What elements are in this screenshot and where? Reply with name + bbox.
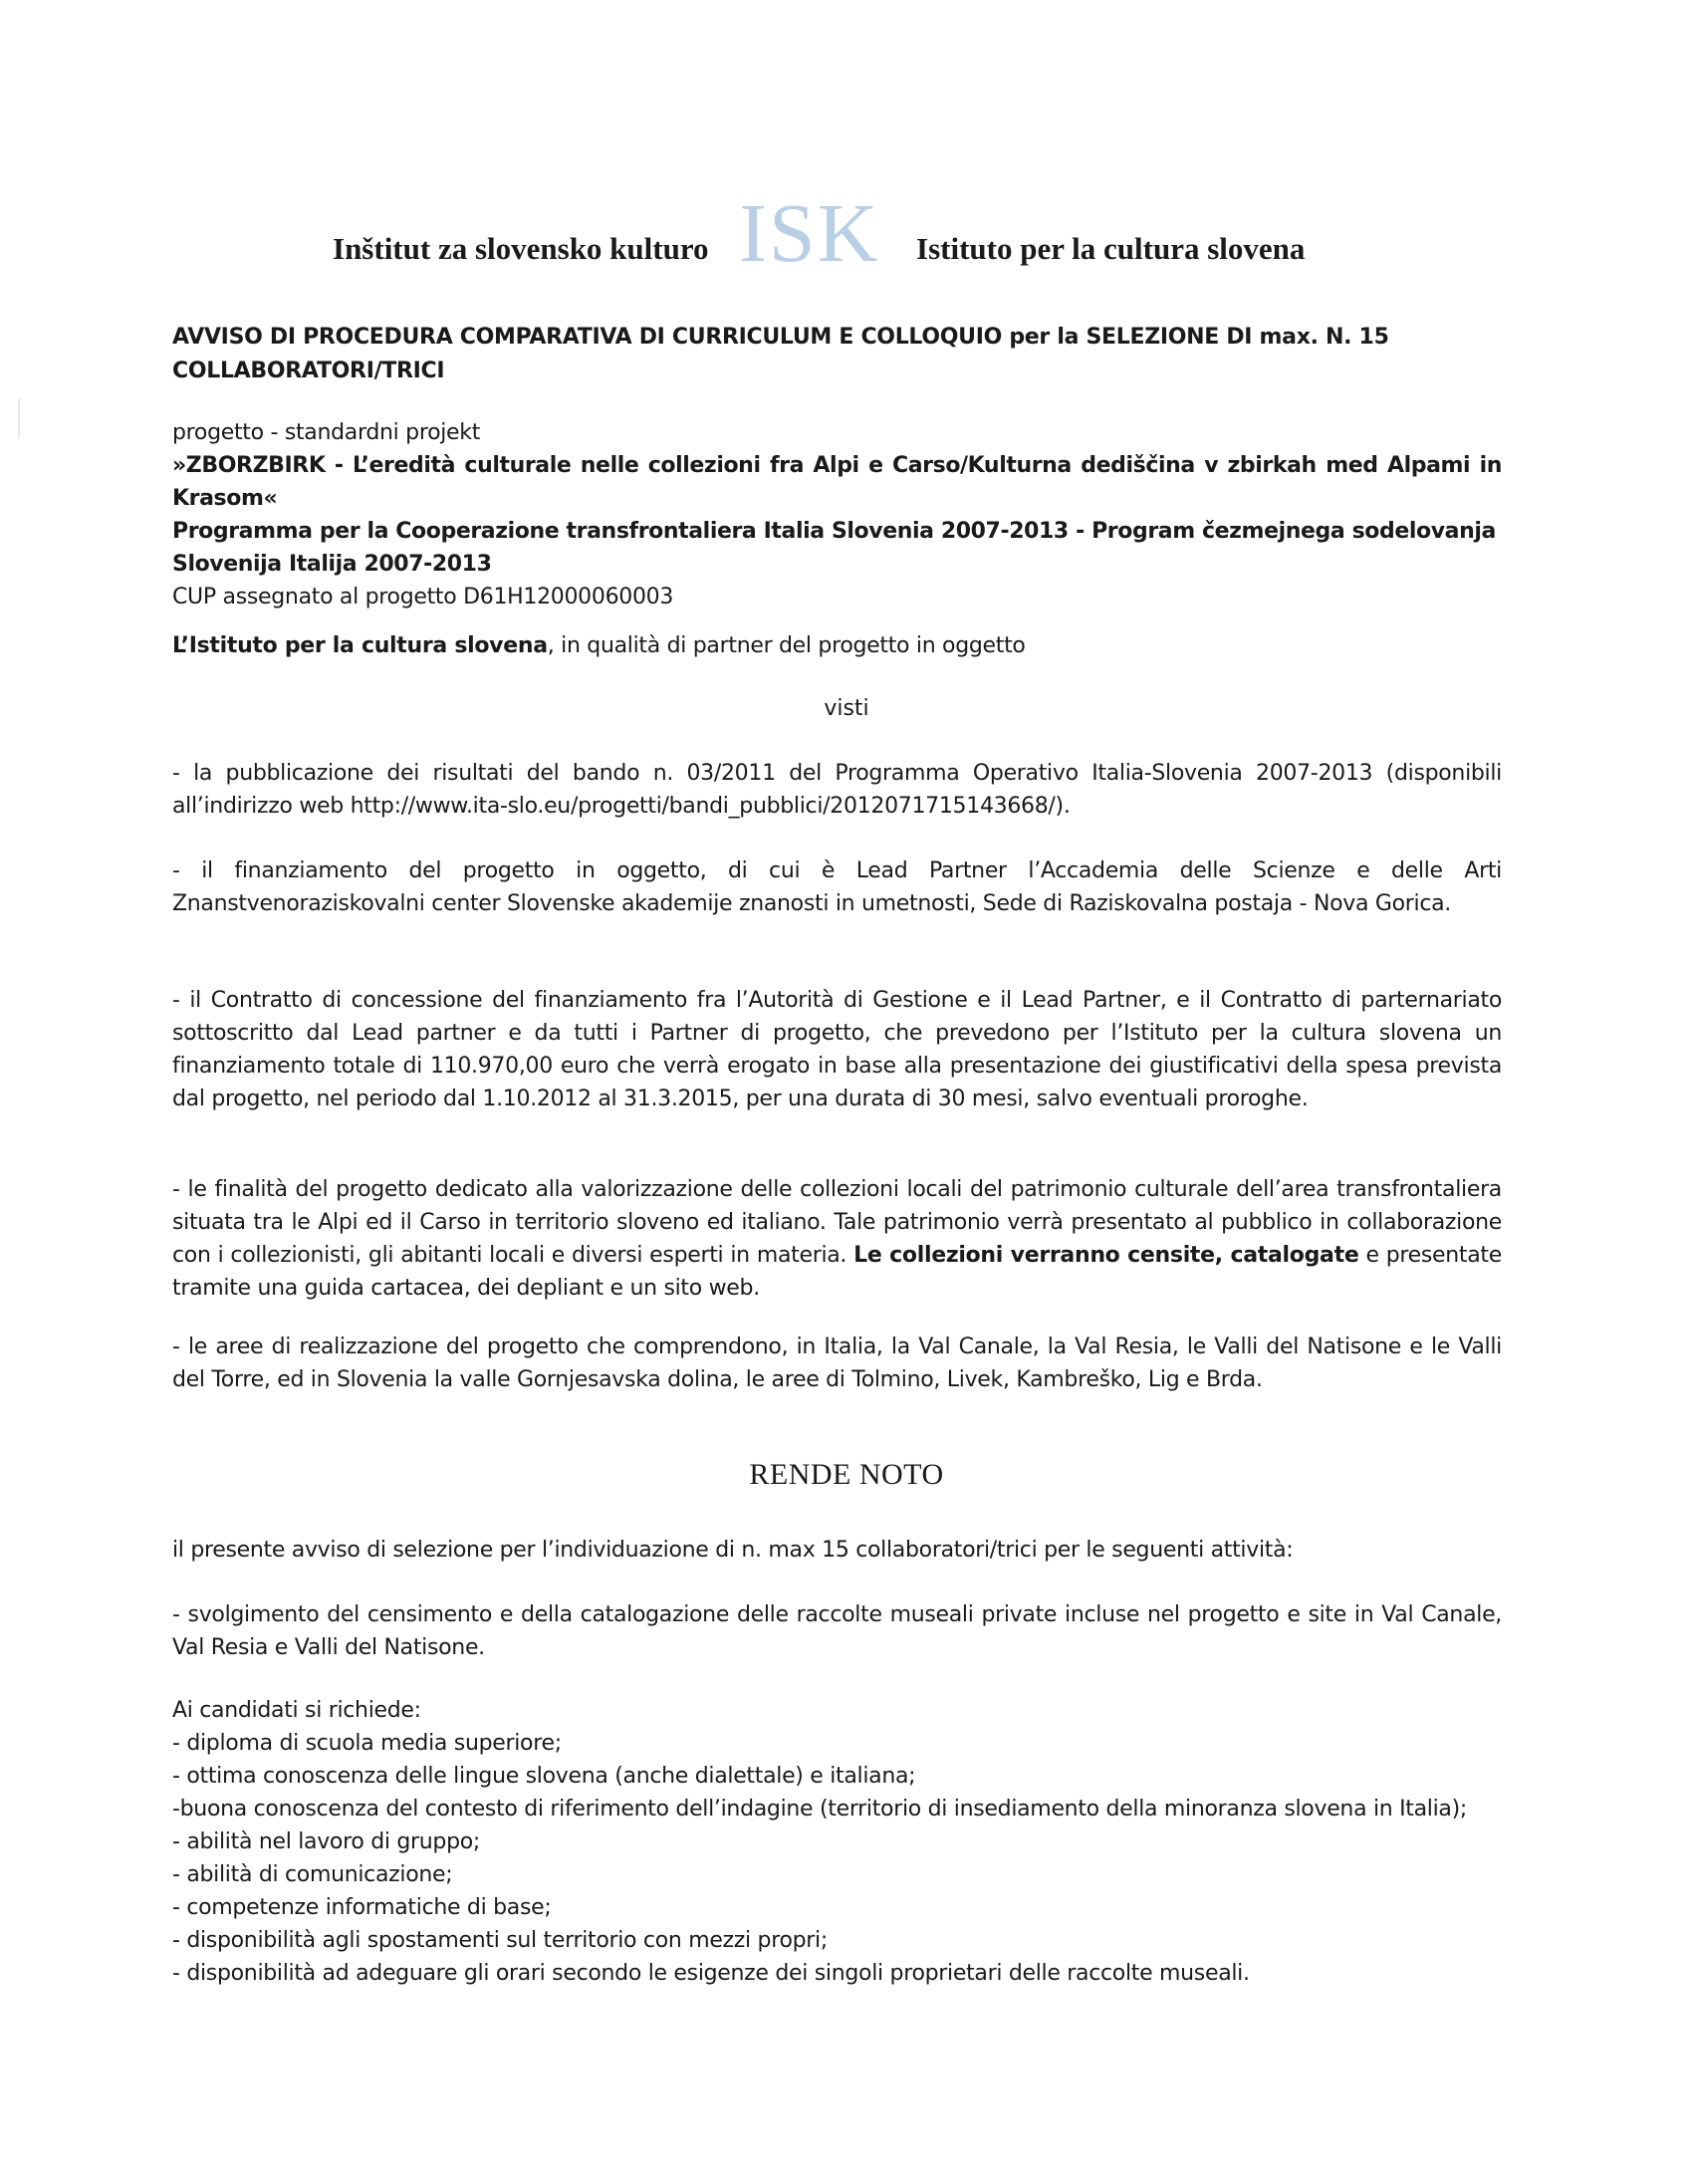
project-name: »ZBORZBIRK - L’eredità culturale nelle collezioni fra Alpi e Carso/Kulturna dediščina v zbirkah med Alpami in Krasom«: [172, 453, 1502, 511]
scan-artifact: [18, 398, 20, 438]
intro-paragraph: [172, 629, 1502, 662]
attivita-paragraph: - svolgimento del censimento e della catalogazione delle raccolte museali private incluse nel progetto e site in Val Canale, Val Resia e Valli del Natisone.: [172, 1602, 1502, 1660]
institute-name: L’Istituto per la cultura slovena: [172, 633, 548, 658]
avviso-paragraph: il presente avviso di selezione per l’individuazione di n. max 15 collaboratori/trici per le seguenti attività:: [172, 1538, 1294, 1563]
visti-item-1: - la pubblicazione dei risultati del bando n. 03/2011 del Programma Operativo Italia-Slovenia 2007-2013 (disponibili all’indirizzo web http://www.ita-slo.eu/progetti/bandi_pubblici/2012071715143668/).: [172, 761, 1502, 819]
programme-name: Programma per la Cooperazione transfrontaliera Italia Slovenia 2007-2013 - Program čezmejnega sodelovanja Slovenija Italija 2007-2013: [172, 519, 1496, 577]
requirement-item: - disponibilità agli spostamenti sul territorio con mezzi propri;: [172, 1928, 828, 1953]
finalita-paragraph: [172, 1173, 1502, 1305]
intro-rest: , in qualità di partner del progetto in oggetto: [547, 633, 1026, 658]
requirements-block: [172, 1694, 1502, 1990]
letterhead: [0, 189, 1693, 279]
requirement-item: - competenze informatiche di base;: [172, 1895, 552, 1920]
notice-title: AVVISO DI PROCEDURA COMPARATIVA DI CURRICULUM E COLLOQUIO per la SELEZIONE DI max. N. 15 COLLABORATORI/TRICI: [172, 325, 1389, 383]
requirements-label: Ai candidati si richiede:: [172, 1698, 421, 1723]
visti-item-2: - il finanziamento del progetto in oggetto, di cui è Lead Partner l’Accademia delle Scienze e delle Arti Znanstvenoraziskovalni center Slovenske akademije znanosti in umetnosti, Sede di Raziskovalna postaja - Nova Gorica.: [172, 858, 1502, 916]
project-label: progetto - standardni projekt: [172, 420, 481, 445]
letterhead-slovene-name: Inštitut za slovensko kulturo: [333, 231, 709, 266]
aree-paragraph: - le aree di realizzazione del progetto che comprendono, in Italia, la Val Canale, la Val Resia, le Valli del Natisone e le Valli del Torre, ed in Slovenia la valle Gornjesavska dolina, le aree di Tolmino, Livek, Kambreško, Lig e Brda.: [172, 1335, 1502, 1392]
requirement-item: -buona conoscenza del contesto di riferimento dell’indagine (territorio di insediamento della minoranza slovena in Italia);: [172, 1797, 1467, 1821]
requirement-item: - ottima conoscenza delle lingue slovena (anche dialettale) e italiana;: [172, 1764, 916, 1789]
visti-item-3: - il Contratto di concessione del finanziamento fra l’Autorità di Gestione e il Lead Partner, e il Contratto di parternariato sottoscritto dal Lead partner e da tutti i Partner di progetto, che prevedono per l’Istituto per la cultura slovena un finanziamento totale di 110.970,00 euro che verrà erogato in base alla presentazione dei giustificativi della spesa prevista dal progetto, nel periodo dal 1.10.2012 al 31.3.2015, per una durata di 30 mesi, salvo eventuali proroghe.: [172, 988, 1502, 1111]
finalita-tail: e presentate tramite una guida cartacea, dei depliant e un sito web.: [172, 1243, 1502, 1301]
project-block: [172, 416, 1502, 613]
requirement-item: - disponibilità ad adeguare gli orari secondo le esigenze dei singoli proprietari delle raccolte museali.: [172, 1961, 1250, 1986]
requirement-item: - abilità di comunicazione;: [172, 1862, 453, 1887]
cup-code: CUP assegnato al progetto D61H12000060003: [172, 585, 674, 609]
visti-heading: visti: [824, 696, 869, 721]
finalita-text: - le finalità del progetto dedicato alla valorizzazione delle collezioni locali del patrimonio culturale dell’area transfrontaliera situata tra le Alpi ed il Carso in territorio sloveno ed italiano. Tale patrimonio verrà presentato al pubblico in collaborazione con i collezionisti, gli abitanti locali e diversi esperti in materia.: [172, 1177, 1502, 1268]
finalita-bold: Le collezioni verranno censite, catalogate: [853, 1243, 1359, 1268]
isk-logo: ISK: [739, 187, 880, 280]
requirement-item: - abilità nel lavoro di gruppo;: [172, 1829, 481, 1854]
rende-noto-heading: RENDE NOTO: [749, 1458, 944, 1491]
letterhead-italian-name: Istituto per la cultura slovena: [916, 231, 1306, 266]
requirement-item: - diploma di scuola media superiore;: [172, 1731, 562, 1756]
